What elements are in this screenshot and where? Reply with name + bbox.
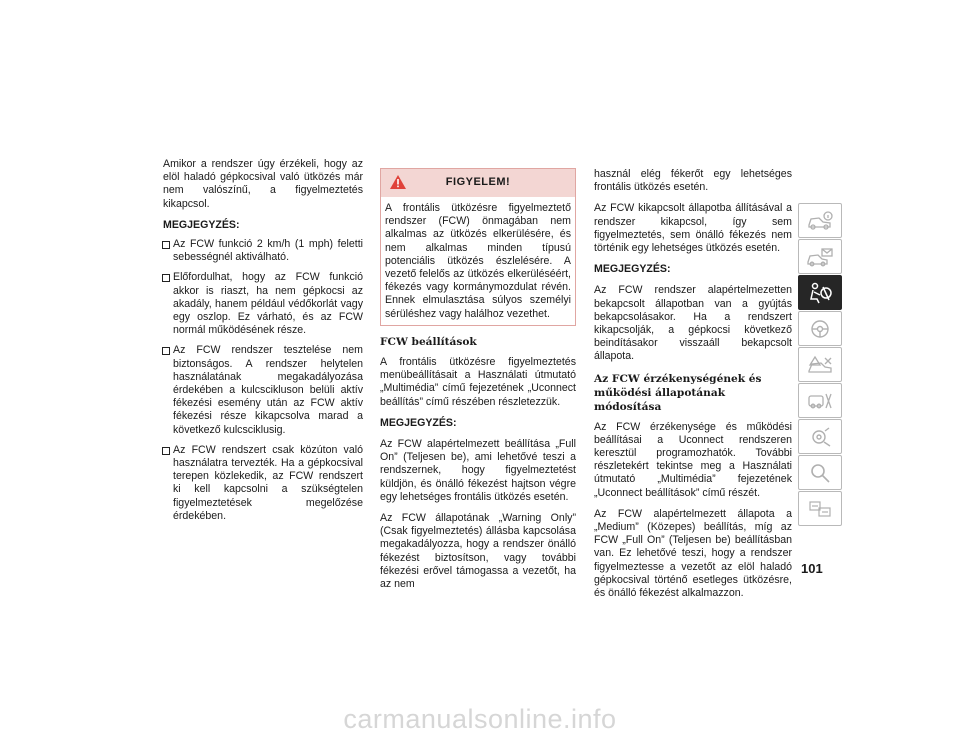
warning-body [381,197,575,325]
warning-text: A frontális ütközésre figyelmeztető rendszer (FCW) önmagában nem alkalmas az ütközés elkerülésére, és nem alkalmas minden típusú potenciális ütközés észlelésére. A vezető felelős az ütközés elkerüléséért, fékezés vagy kormánymozdulat révén. Ennek elmulasztása súlyos személyi sérüléshez vagy halálhoz vezethet. [385,202,571,320]
sensitivity-paragraph: Az FCW érzékenysége és működési beállításai a Uconnect rendszeren keresztül programozhatók. További részletekért tekintse meg a Használati útmutató „Multimédia” fejezetének „Uconnect beállítások” című részét. [594,420,792,499]
off-state-paragraph: Az FCW kikapcsolt állapotba állításával a rendszer kikapcsol, így sem figyelmeztetés, sem önálló fékezés nem történik egy lehetséges ütközés esetén. [594,202,792,255]
note-heading: MEGJEGYZÉS: [380,416,457,429]
square-bullet-icon [162,447,170,455]
note-heading: MEGJEGYZÉS: [594,263,671,276]
bullet-item: Előfordulhat, hogy az FCW funkció akkor is riaszt, ha nem gépkocsi az akadály, hanem például védőkorlát vagy egy oszlop. Ez várható, és az FCW normál működésének része. [163,271,363,337]
warning-only-paragraph: Az FCW állapotának „Warning Only” (Csak figyelmeztetés) állásba kapcsolása megakadályozza, hogy a rendszer önálló fékezést biztosítson, vagy további fékezési erővel támogassa a vezetőt, ha az nem [380,512,576,591]
square-bullet-icon [162,241,170,249]
steering-wheel-icon [805,318,835,340]
note-paragraph: Az FCW alapértelmezett beállítása „Full On” (Teljesen be), ami lehetővé teszi a rendszernek, hogy figyelmeztetést küldjön, és önálló fékezést hajtson végre egy lehetséges frontális ütközés esetén. [380,438,576,503]
square-bullet-icon [162,347,170,355]
column-middle [380,168,576,599]
tab-index[interactable] [798,491,842,526]
warning-title: FIGYELEM! [445,176,511,189]
default-state-paragraph: Az FCW alapértelmezett állapota a „Medium” (Közepes) beállítás, míg az FCW „Full On” (Teljesen be) beállításban van. Ez lehetővé teszi, hogy a rendszer figyelmeztesse a vezetőt az elöl haladó gépkocsival történő esetleges ütközésre, és önálló fékezést alkalmazzon. [594,507,792,600]
warning-header [381,169,575,197]
bullet-item: Az FCW rendszer tesztelése nem biztonságos. A rendszer helytelen használatának megakadályozása érdekében a kulcscikluson belüli aktív fékezési esemény után az FCW aktív fékezési része kikapcsolva marad a következő kulcsciklusig. [163,344,363,436]
tab-maintenance[interactable] [798,383,842,418]
bullet-item: Az FCW rendszert csak közúton való használatra tervezték. Ha a gépkocsival terepen közlekedik, az FCW rendszert ki kell kapcsolni a szükségtelen figyelmeztetések megelőzése érdekében. [163,444,363,523]
chapter-tabs [798,203,840,527]
tab-driving[interactable] [798,311,842,346]
index-language-icon [805,498,835,520]
column-right [594,168,792,608]
warning-triangle-icon [389,174,407,190]
section-title-fcw-settings: FCW beállítások [380,335,477,348]
tab-service[interactable] [798,419,842,454]
note-paragraph: Az FCW rendszer alapértelmezetten bekapcsolt állapotban van a gyújtás bekapcsolásakor. Ha a rendszert kikapcsolják, a gépkocsi következő beindításakor visszaáll bekapcsolt állapota. [594,284,792,363]
section-title-sensitivity: Az FCW érzékenységének és működési állapotának módosítása [594,372,762,413]
car-info-icon [805,210,835,232]
tab-emergency[interactable] [798,347,842,382]
car-mail-icon [805,246,835,268]
tab-search[interactable] [798,455,842,490]
tab-safety[interactable] [798,275,842,310]
settings-paragraph: A frontális ütközésre figyelmeztetés menübeállításait a Használati útmutató „Multimédia” című fejezetének „Uconnect beállítás” című részében részletezzük. [380,356,576,408]
service-wrench-icon [805,426,835,448]
search-magnifier-icon [805,462,835,484]
watermark: carmanualsonline.info [343,704,617,734]
continuation-paragraph: használ elég fékerőt egy lehetséges frontális ütközés esetén. [594,168,792,194]
page-number: 101 [801,561,823,576]
car-tools-icon [805,390,835,412]
note-heading: MEGJEGYZÉS: [163,218,240,231]
airbag-safety-icon [805,281,835,305]
tab-car-info[interactable] [798,203,842,238]
intro-paragraph: Amikor a rendszer úgy érzékeli, hogy az elöl haladó gépkocsival való ütközés már nem valószínű, a figyelmeztetés kikapcsol. [163,158,363,210]
column-left [163,158,363,530]
bullet-item: Az FCW funkció 2 km/h (1 mph) feletti sebességnél aktiválható. [163,238,363,264]
square-bullet-icon [162,274,170,282]
tab-car-mail[interactable] [798,239,842,274]
warning-box [380,168,576,326]
warning-road-icon [805,354,835,376]
